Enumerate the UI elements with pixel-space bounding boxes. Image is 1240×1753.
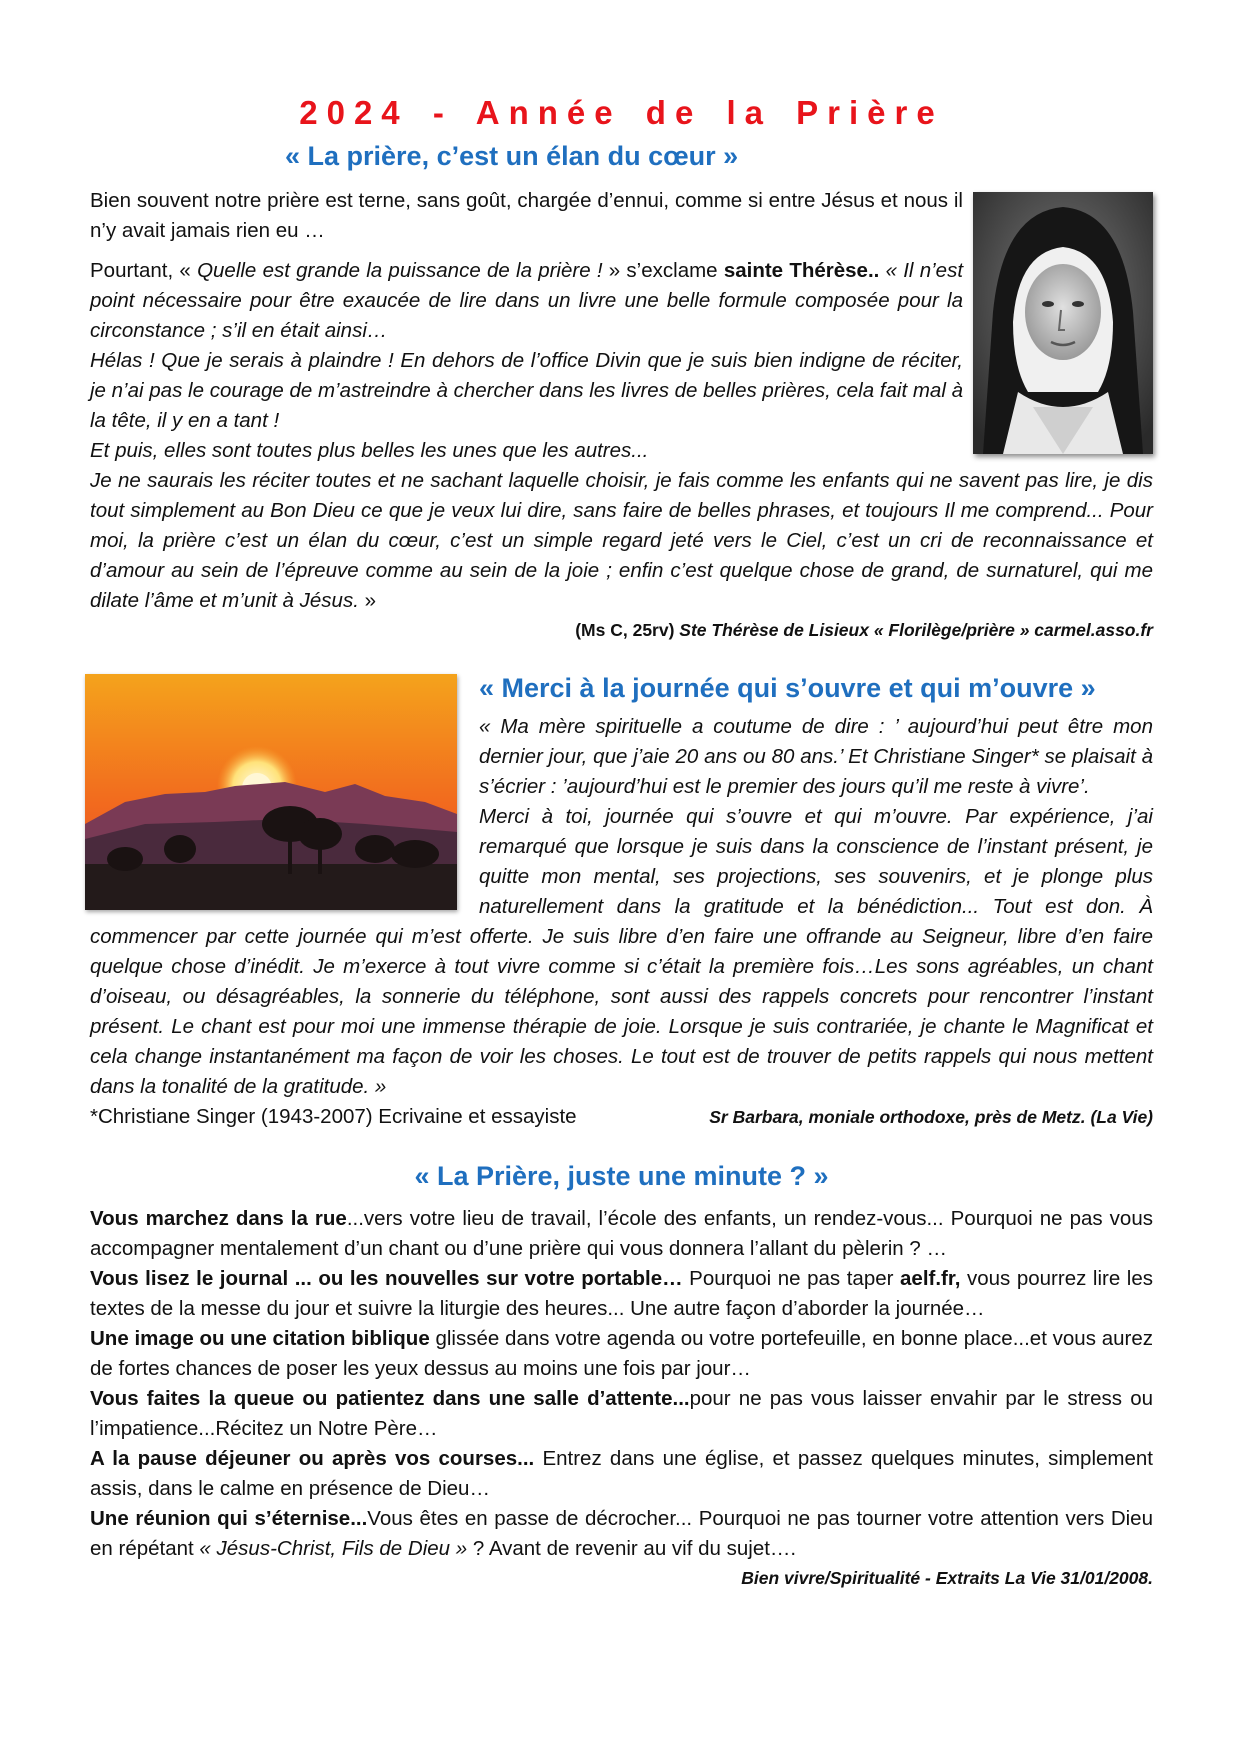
item2-bold2: aelf.fr, [900, 1267, 961, 1290]
item4-text: pour ne pas vous laisser envahir par le stress ou l’impatience...Récitez un Notre Père… [90, 1387, 1153, 1440]
section1-source-text: Ste Thérèse de Lisieux « Florilège/prière » carmel.asso.fr [674, 620, 1153, 640]
section1-heading: « La prière, c’est un élan du cœur » [285, 141, 739, 171]
section1-saint-name: sainte Thérèse.. [723, 259, 880, 282]
item2-text: Pourquoi ne pas taper [682, 1267, 901, 1290]
item1-bold: Vous marchez dans la rue [90, 1207, 347, 1230]
section3-item-2 [90, 1264, 1153, 1324]
section3-item-3 [90, 1324, 1153, 1384]
section1-line-3: Je ne saurais les réciter toutes et ne sachant laquelle choisir, je fais comme les enfants qui ne savent pas lire, je dis tout simplement au Bon Dieu ce que je veux lui dire, sans faire de belles phrases, et toujours Il me comprend... Pour moi, la prière c’est un élan du cœur, c’est un simple regard jeté vers le Ciel, c’est un cri de reconnaissance et d’amour au sein de l’épreuve comme au sein de la joie ; enfin c’est quelque chose de grand, de surnaturel, qui me dilate l’âme et m’unit à Jésus. [90, 469, 1153, 612]
item3-bold: Une image ou une citation biblique [90, 1327, 430, 1350]
section2-footer [90, 1102, 1153, 1132]
section2-paragraph2: Merci à toi, journée qui s’ouvre et qui m’ouvre. Par expérience, j’ai remarqué que lorsque je suis dans la conscience de l’instant présent, je quitte mon mental, ses projections, ses souvenirs, et je plonge plus naturellement dans la gratitude et la bénédiction... Tout est don. À commencer par cette journée qui m’est offerte. Je suis libre d’en faire une offrande au Seigneur, libre d’en faire quelque chose d’inédit. Je m’exerce à tout vivre comme si c’était la première fois…Les sons agréables, un chant d’oiseau, ou désagréables, la sonnerie du téléphone, sont aussi des rappels concrets pour rencontrer l’instant présent. Le chant est pour moi une immense thérapie de joie. Lorsque je suis contrariée, je chante le Magnificat et cela change instantanément ma façon de voir les choses. Le tout est de trouver de petits rappels qui nous mettent dans la tonalité de la gratitude. » [90, 805, 1153, 1098]
section2 [90, 670, 1153, 1132]
section1-intro: Bien souvent notre prière est terne, sans goût, chargée d’ennui, comme si entre Jésus et nous il n’y avait jamais rien eu … [90, 189, 963, 242]
section3-source [90, 1564, 1153, 1592]
section1-source [90, 616, 1153, 644]
item3-text: glissée dans votre agenda ou votre portefeuille, en bonne place...et vous aurez de fortes chances de poser les yeux dessus au moins une fois par jour… [90, 1327, 1153, 1380]
document-title: 2024 - Année de la Prière [299, 94, 944, 131]
section3-item-5 [90, 1444, 1153, 1504]
section1-p2-start: Pourtant, « [90, 259, 198, 282]
section3-source-text: Bien vivre/Spiritualité - Extraits La Vie 31/01/2008. [741, 1568, 1153, 1588]
therese-portrait-photo [973, 192, 1153, 454]
section1-line-1: Hélas ! Que je serais à plaindre ! En dehors de l’office Divin que je suis bien indigne de réciter, je n’ai pas le courage de m’astreindre à chercher dans les livres de belles prières, cela fait mal à la tête, il y en a tant ! [90, 349, 963, 432]
section1-source-ref: (Ms C, 25rv) [575, 620, 675, 640]
section1-line-3-wrap [90, 466, 1153, 616]
item2-text2: vous pourrez lire les textes de la messe du jour et suivre la liturgie des heures... Une autre façon d’aborder la journée… [90, 1267, 1153, 1320]
section3-item-1 [90, 1204, 1153, 1264]
item6-italic: « Jésus-Christ, Fils de Dieu » [199, 1537, 468, 1560]
item2-bold: Vous lisez le journal ... ou les nouvelles sur votre portable… [90, 1267, 683, 1290]
section2-heading: « Merci à la journée qui s’ouvre et qui m’ouvre » [479, 673, 1096, 703]
section2-note: *Christiane Singer (1943-2007) Ecrivaine et essayiste [90, 1105, 577, 1128]
section2-cite: Sr Barbara, moniale orthodoxe, près de Metz. (La Vie) [709, 1107, 1153, 1127]
item5-text: Entrez dans une église, et passez quelques minutes, simplement assis, dans le calme en présence de Dieu… [90, 1447, 1153, 1500]
item6-text2: ? Avant de revenir au vif du sujet…. [467, 1537, 797, 1560]
sunset-photo [85, 674, 457, 910]
section1-closing: » [358, 589, 377, 612]
section3-item-4 [90, 1384, 1153, 1444]
item6-bold: Une réunion qui s’éternise... [90, 1507, 368, 1530]
item6-text: Vous êtes en passe de décrocher... Pourquoi ne pas tourner votre attention vers Dieu en répétant [90, 1507, 1153, 1560]
section2-paragraph1: « Ma mère spirituelle a coutume de dire : ’ aujourd’hui peut être mon dernier jour, que j’aie 20 ans ou 80 ans.’ Et Christiane Singer* se plaisait à s’écrier : ’aujourd’hui est le premier des jours qu’il me reste à vivre’. [479, 715, 1153, 798]
item1-text: ...vers votre lieu de travail, l’école des enfants, un rendez-vous... Pourquoi ne pas vous accompagner mentalement d’un chant ou d’une prière qui vous donnera l’allant du pèlerin ? … [90, 1207, 1153, 1260]
item5-bold: A la pause déjeuner ou après vos courses... [90, 1447, 535, 1470]
section1-p2-quote2: « Il n’est point nécessaire pour être exaucée de lire dans un livre une belle formule composée pour la circonstance ; s’il en était ainsi… [90, 259, 964, 342]
item4-bold: Vous faites la queue ou patientez dans une salle d’attente... [90, 1387, 690, 1410]
section3-item-6 [90, 1504, 1153, 1564]
document-page [90, 92, 1153, 1592]
section3-heading: « La Prière, juste une minute ? » [414, 1161, 829, 1191]
section1-p2-mid: » s’exclame [608, 259, 724, 282]
section1-line-2: Et puis, elles sont toutes plus belles les unes que les autres... [90, 439, 649, 462]
section1-p2-quote1: Quelle est grande la puissance de la prière ! [197, 259, 609, 282]
